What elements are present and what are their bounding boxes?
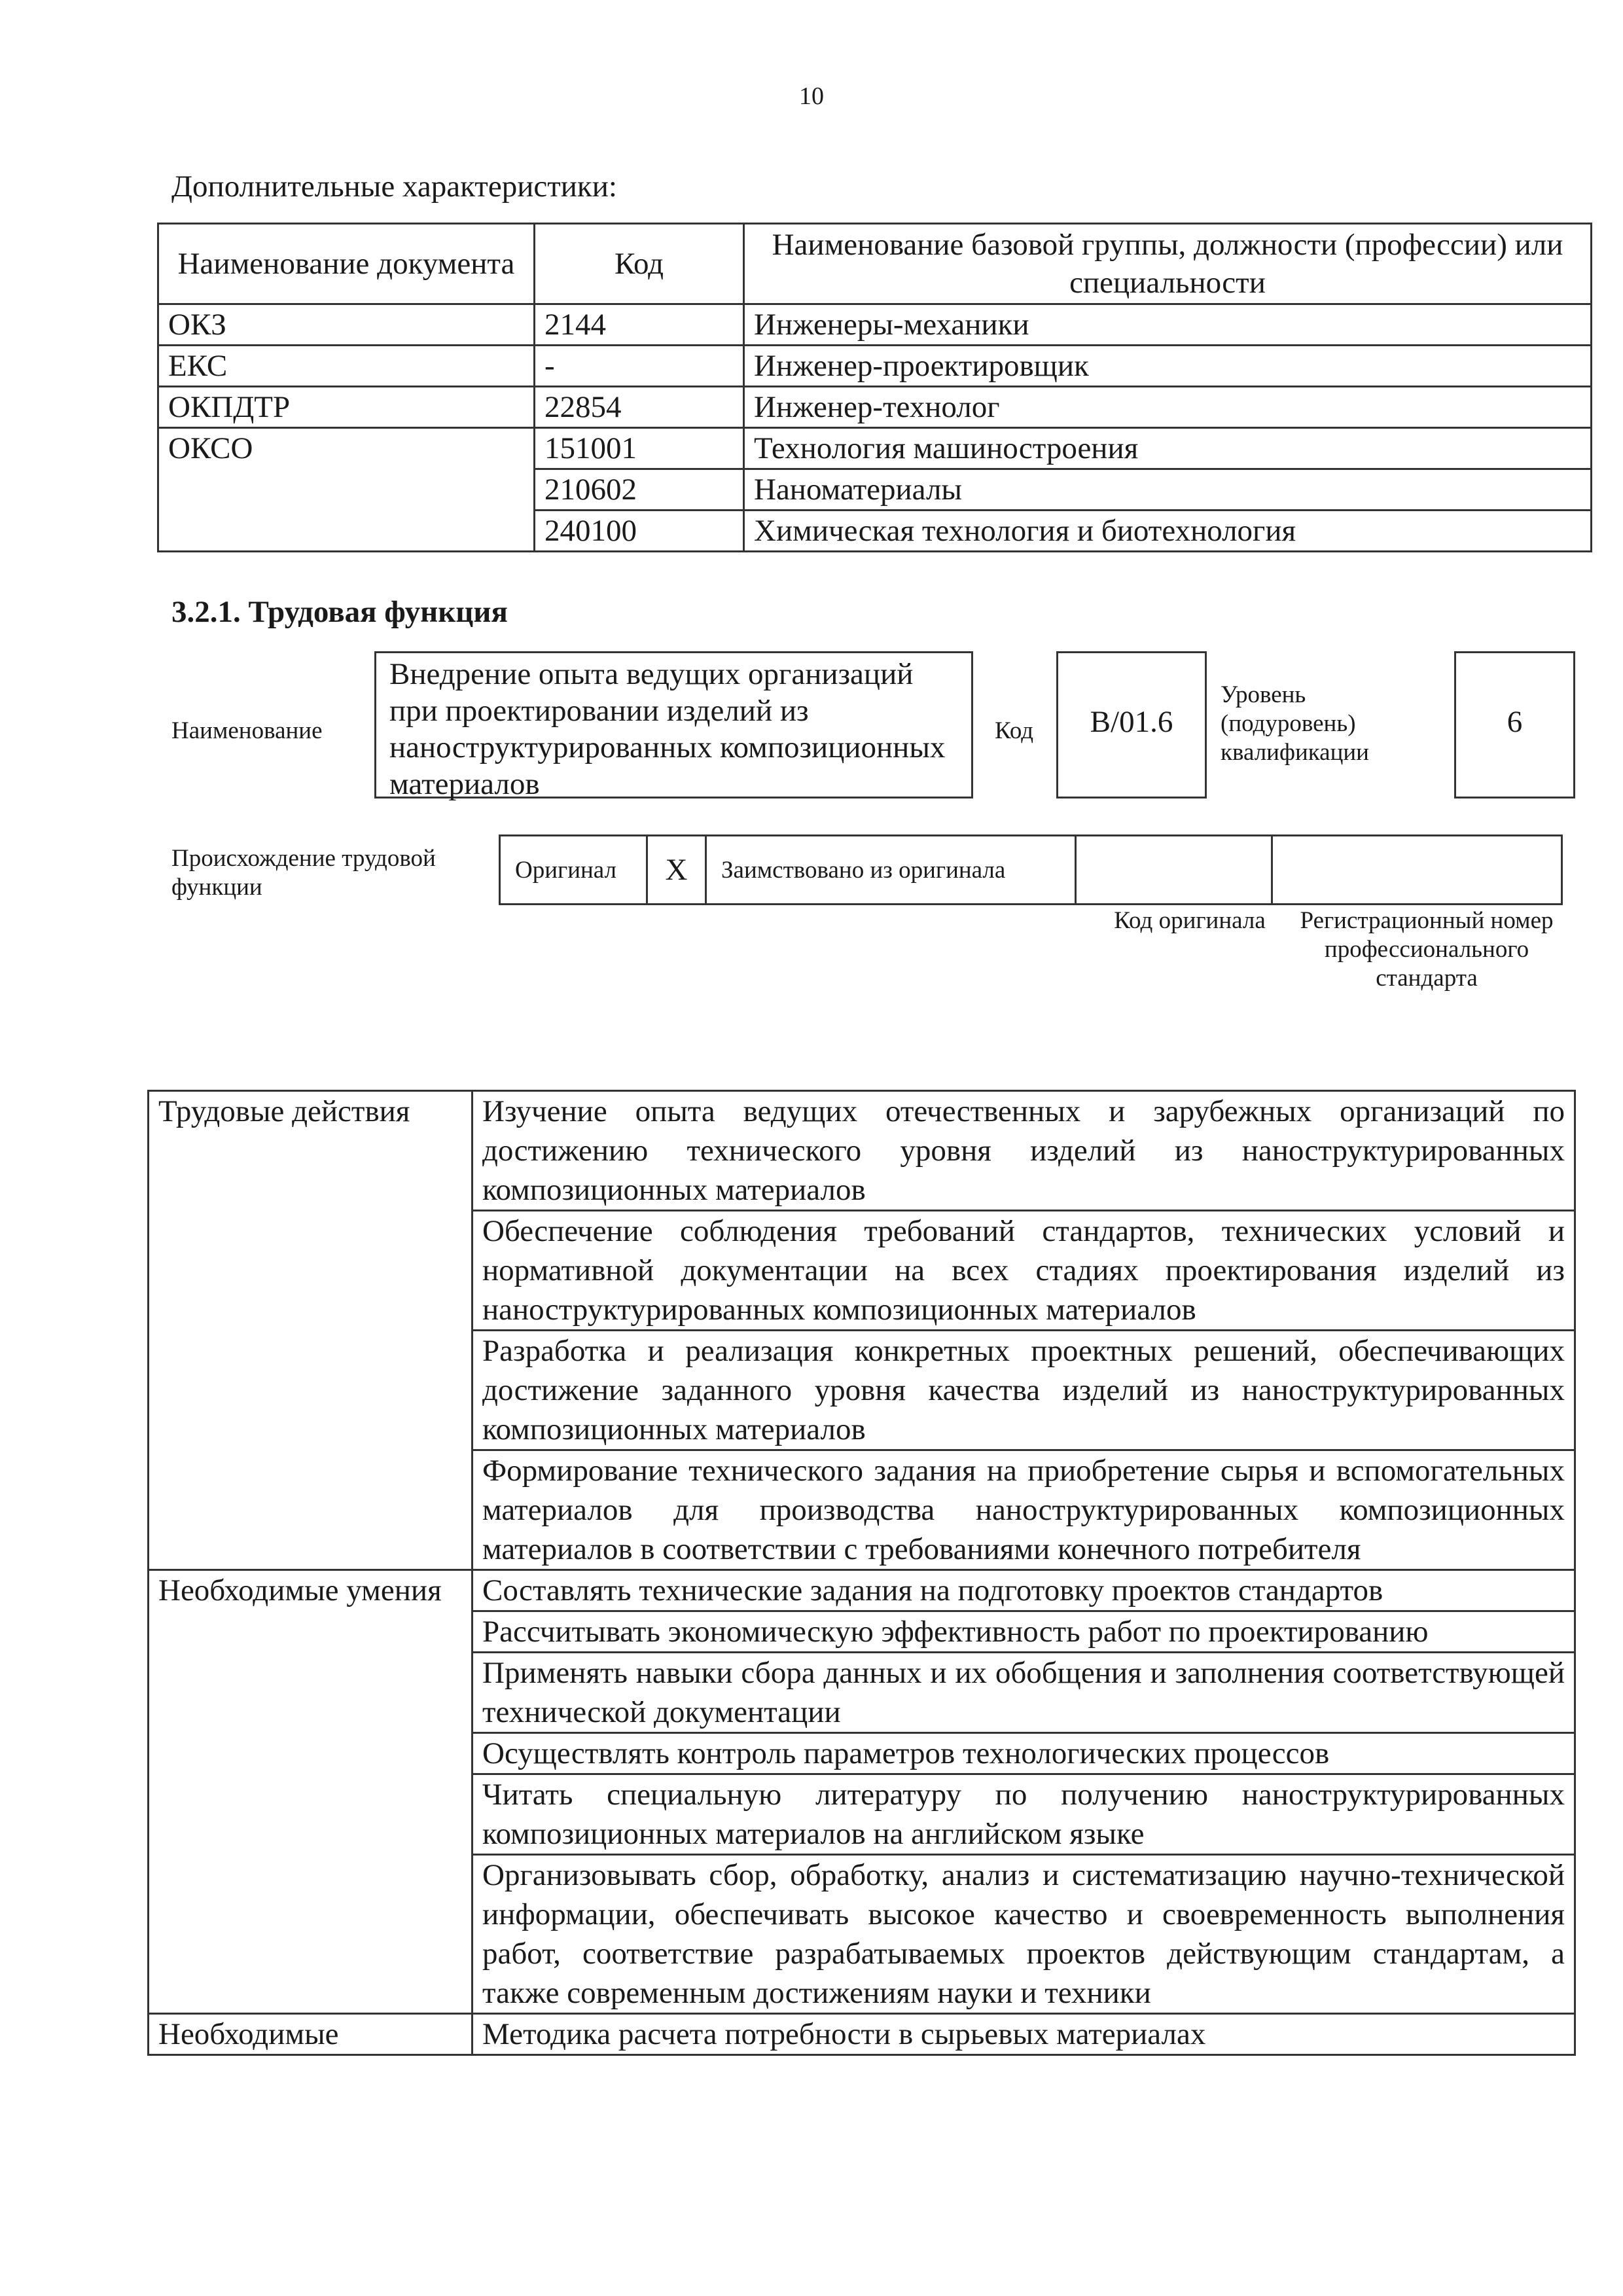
table-row <box>158 304 1592 346</box>
category-cell-continued <box>149 1774 473 1855</box>
table-row <box>149 1211 1575 1331</box>
required-knowledge-label: Необходимые <box>149 2014 473 2055</box>
category-cell-continued <box>149 1211 473 1331</box>
qualification-level-value: 6 <box>1454 651 1575 798</box>
function-name-value: Внедрение опыта ведущих организаций при проектировании изделий из наноструктурированных композиционных материалов <box>374 651 973 798</box>
labor-action-item: Разработка и реализация конкретных проектных решений, обеспечивающих достижение заданного уровня качества изделий из наноструктурированных композиционных материалов <box>473 1331 1575 1450</box>
function-origin-label: Происхождение трудовой функции <box>171 845 436 901</box>
knowledge-item: Методика расчета потребности в сырьевых материалах <box>473 2014 1575 2055</box>
header-group-name: Наименование базовой группы, должности (профессии) или специальности <box>744 224 1592 304</box>
original-label: Оригинал <box>501 836 648 903</box>
required-skills-label: Необходимые умения <box>149 1570 473 1611</box>
cell-code: 210602 <box>535 469 744 511</box>
cell-name: Наноматериалы <box>744 469 1592 511</box>
category-cell-continued <box>149 1331 473 1450</box>
characteristics-table <box>157 223 1592 552</box>
header-code: Код <box>535 224 744 304</box>
table-row <box>158 387 1592 428</box>
header-document: Наименование документа <box>158 224 535 304</box>
labor-actions-label: Трудовые действия <box>149 1091 473 1211</box>
category-cell-continued <box>149 1653 473 1733</box>
table-row <box>149 1331 1575 1450</box>
table-row <box>158 511 1592 552</box>
registration-number-caption: Регистрационный номер профессионального стандарта <box>1300 907 1554 992</box>
origin-row <box>499 834 1563 905</box>
category-cell-continued <box>149 1855 473 2014</box>
skill-item: Составлять технические задания на подготовку проектов стандартов <box>473 1570 1575 1611</box>
cell-name: Инженеры-механики <box>744 304 1592 346</box>
table-row <box>149 1091 1575 1211</box>
cell-name: Технология машиностроения <box>744 428 1592 469</box>
page-number: 10 <box>799 82 824 110</box>
function-code-value: В/01.6 <box>1056 651 1207 798</box>
registration-number-cell <box>1273 836 1561 903</box>
cell-document <box>158 511 535 552</box>
skill-item: Читать специальную литературу по получению наноструктурированных композиционных материалов на английском языке <box>473 1774 1575 1855</box>
cell-code: 151001 <box>535 428 744 469</box>
skill-item: Организовывать сбор, обработку, анализ и систематизацию научно-технической информации, обеспечивать высокое качество и своевременность выполнения работ, соответствие разрабатываемых проектов действующим стандартам, а также современным достижениям науки и техники <box>473 1855 1575 2014</box>
section-title: 3.2.1. Трудовая функция <box>171 595 508 629</box>
cell-name: Инженер-проектировщик <box>744 346 1592 387</box>
table-row <box>149 1855 1575 2014</box>
table-row <box>158 469 1592 511</box>
skill-item: Рассчитывать экономическую эффективность работ по проектированию <box>473 1611 1575 1653</box>
cell-document: ОКПДТР <box>158 387 535 428</box>
cell-code: 2144 <box>535 304 744 346</box>
table-row <box>149 1570 1575 1611</box>
cell-document <box>158 469 535 511</box>
qualification-level-label: Уровень (подуровень) квалификации <box>1221 681 1369 766</box>
skill-item: Применять навыки сбора данных и их обобщения и заполнения соответствующей технической документации <box>473 1653 1575 1733</box>
labor-action-item: Обеспечение соблюдения требований стандартов, технических условий и нормативной документации на всех стадиях проектирования изделий из наноструктурированных композиционных материалов <box>473 1211 1575 1331</box>
cell-document: ОКСО <box>158 428 535 469</box>
labor-function-table <box>147 1090 1576 2056</box>
cell-code: 22854 <box>535 387 744 428</box>
table-row <box>149 1774 1575 1855</box>
cell-code: - <box>535 346 744 387</box>
table-row <box>158 346 1592 387</box>
category-cell-continued <box>149 1611 473 1653</box>
table-row <box>149 2014 1575 2055</box>
original-code-caption: Код оригинала <box>1114 907 1266 934</box>
table-row <box>149 1733 1575 1774</box>
cell-document: ЕКС <box>158 346 535 387</box>
additional-characteristics-title: Дополнительные характеристики: <box>171 170 617 204</box>
skill-item: Осуществлять контроль параметров технологических процессов <box>473 1733 1575 1774</box>
cell-document: ОКЗ <box>158 304 535 346</box>
original-code-cell <box>1077 836 1273 903</box>
cell-name: Химическая технология и биотехнология <box>744 511 1592 552</box>
labor-action-item: Изучение опыта ведущих отечественных и зарубежных организаций по достижению технического уровня изделий из наноструктурированных композиционных материалов <box>473 1091 1575 1211</box>
table-row <box>158 428 1592 469</box>
borrowed-label: Заимствовано из оригинала <box>707 836 1077 903</box>
table-row <box>149 1653 1575 1733</box>
cell-name: Инженер-технолог <box>744 387 1592 428</box>
table-row <box>149 1450 1575 1570</box>
labor-action-item: Формирование технического задания на приобретение сырья и вспомогательных материалов для производства наноструктурированных композиционных материалов в соответствии с требованиями конечного потребителя <box>473 1450 1575 1570</box>
function-name-label: Наименование <box>171 717 323 744</box>
function-code-label: Код <box>995 717 1034 744</box>
cell-code: 240100 <box>535 511 744 552</box>
category-cell-continued <box>149 1733 473 1774</box>
category-cell-continued <box>149 1450 473 1570</box>
original-mark: X <box>648 836 707 903</box>
table-header-row <box>158 224 1592 304</box>
table-row <box>149 1611 1575 1653</box>
